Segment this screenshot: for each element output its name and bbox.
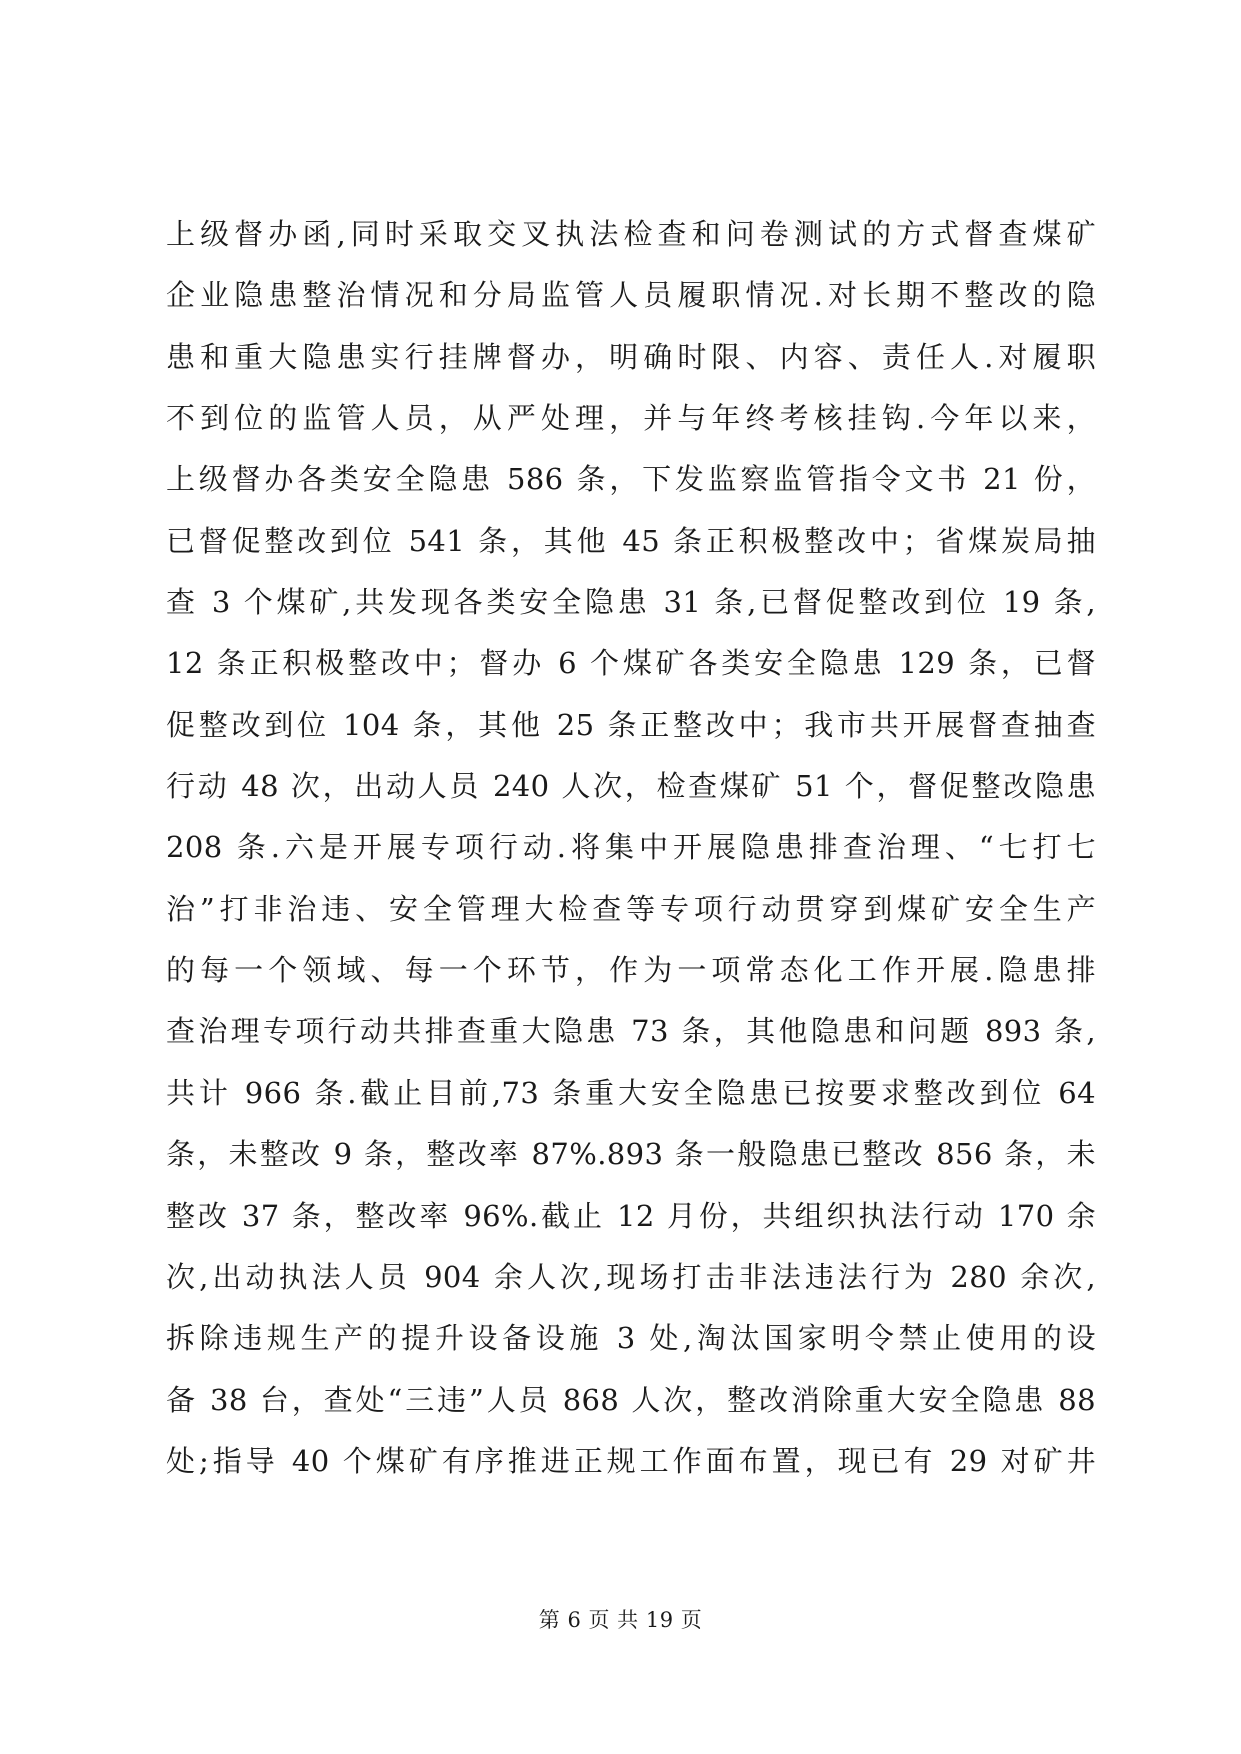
text-line-7: 查 3 个煤矿,共发现各类安全隐患 31 条,已督促整改到位 19 条, (166, 585, 1096, 620)
text-line-13: 的每一个领域、每一个环节，作为一项常态化工作开展.隐患排 (166, 953, 1096, 988)
page-number-footer: 第 6 页 共 19 页 (538, 1608, 703, 1632)
text-line-1: 上级督办函,同时采取交叉执法检查和问卷测试的方式督查煤矿 (166, 217, 1096, 251)
text-line-9: 促整改到位 104 条，其他 25 条正整改中；我市共开展督查抽查 (166, 707, 1096, 742)
text-line-16: 条，未整改 9 条，整改率 87%.893 条一般隐患已整改 856 条，未 (166, 1137, 1096, 1172)
text-line-5: 上级督办各类安全隐患 586 条，下发监察监管指令文书 21 份， (166, 462, 1096, 497)
body-text (166, 204, 1096, 1492)
text-line-14: 查治理专项行动共排查重大隐患 73 条，其他隐患和问题 893 条, (166, 1014, 1096, 1049)
text-line-4: 不到位的监管人员，从严处理，并与年终考核挂钩.今年以来， (166, 401, 1096, 436)
text-line-17: 整改 37 条，整改率 96%.截止 12 月份，共组织执法行动 170 余 (166, 1198, 1096, 1233)
text-line-18: 次,出动执法人员 904 余人次,现场打击非法违法行为 280 余次, (166, 1259, 1096, 1294)
text-line-6: 已督促整改到位 541 条，其他 45 条正积极整改中；省煤炭局抽 (166, 523, 1096, 558)
text-line-8: 12 条正积极整改中；督办 6 个煤矿各类安全隐患 129 条，已督 (166, 646, 1096, 681)
text-line-3: 患和重大隐患实行挂牌督办，明确时限、内容、责任人.对履职 (166, 339, 1096, 374)
text-line-19: 拆除违规生产的提升设备设施 3 处,淘汰国家明令禁止使用的设 (166, 1321, 1096, 1356)
text-line-21: 处;指导 40 个煤矿有序推进正规工作面布置，现已有 29 对矿井 (166, 1443, 1096, 1478)
text-line-10: 行动 48 次，出动人员 240 人次，检查煤矿 51 个，督促整改隐患 (166, 769, 1096, 804)
text-line-20: 备 38 台，查处“三违”人员 868 人次，整改消除重大安全隐患 88 (166, 1382, 1096, 1417)
text-line-15: 共计 966 条.截止目前,73 条重大安全隐患已按要求整改到位 64 (166, 1075, 1096, 1110)
text-line-2: 企业隐患整治情况和分局监管人员履职情况.对长期不整改的隐 (166, 278, 1096, 313)
text-line-11: 208 条.六是开展专项行动.将集中开展隐患排查治理、“七打七 (166, 830, 1096, 865)
text-line-12: 治”打非治违、安全管理大检查等专项行动贯穿到煤矿安全生产 (166, 891, 1096, 926)
